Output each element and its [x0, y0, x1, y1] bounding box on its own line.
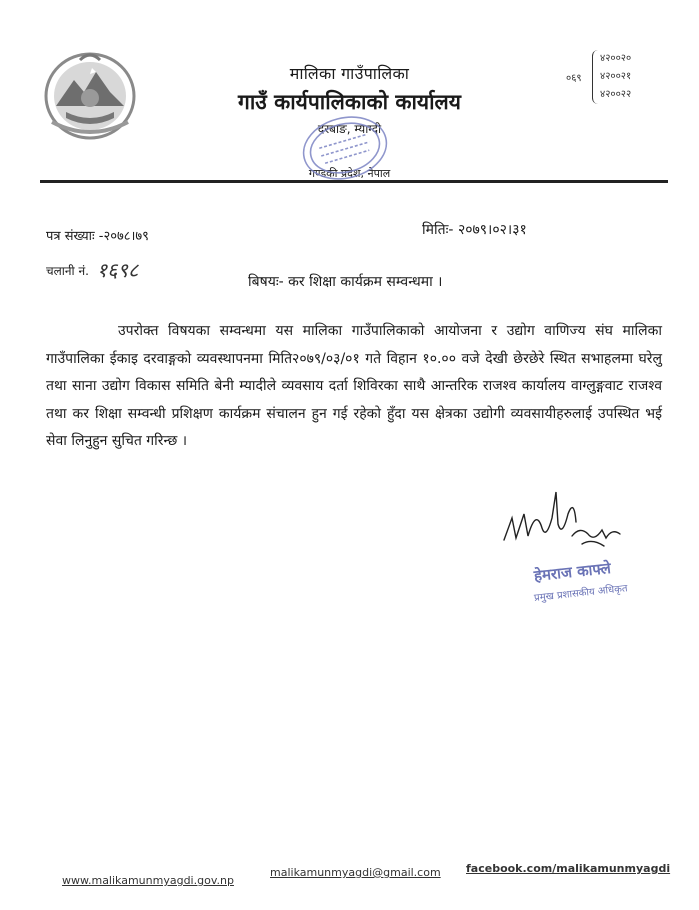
- office-place: दरबाङ, म्याग्दी: [317, 122, 382, 136]
- letter-subject: बिषयः- कर शिक्षा कार्यक्रम सम्वन्धमा ।: [248, 274, 443, 290]
- handwritten-signature: [496, 478, 630, 572]
- facebook-link[interactable]: facebook.com/malikamunmyagdi: [466, 862, 671, 875]
- dispatch-label: चलानी नं.: [46, 264, 89, 278]
- date-value: २०७९।०२।३१: [457, 222, 527, 238]
- office-province: गण्डकी प्रदेश, नेपाल: [308, 167, 391, 180]
- phone-area-code: ०६९: [566, 73, 582, 84]
- letter-date: [422, 220, 527, 239]
- date-label: मितिः-: [422, 222, 454, 238]
- header-divider: [40, 180, 668, 183]
- email-link[interactable]: malikamunmyagdi@gmail.com: [270, 866, 441, 879]
- reference-value: २०७८।७९: [103, 229, 149, 244]
- dispatch-value: १६९८: [96, 258, 139, 282]
- letter-reference: [46, 226, 149, 244]
- phone-brace: [592, 50, 599, 104]
- signer-name-stamp: हेमराज काफ्ले: [533, 558, 612, 585]
- phone-number: ४२००२१: [600, 71, 632, 82]
- official-seal-stamp: [290, 112, 400, 184]
- dispatch-number: [46, 254, 138, 281]
- website-link[interactable]: www.malikamunmyagdi.gov.np: [62, 874, 234, 887]
- letter-body: उपरोक्त विषयका सम्वन्धमा यस मालिका गाउँपालिकाको आयोजना र उद्योग वाणिज्य संघ मालिका गाउँपालिका ईकाइ दरवाङ्गको व्यवस्थापनमा मिति२०७९/०३/०१ गते विहान १०.०० वजे देखी छेरछेरे स्थित सभाहलमा घरेलु तथा साना उद्योग विकास समिति बेनी म्यादीले व्यवसाय दर्ता शिविरका साथै आन्तरिक राजश्व कार्यालय वाग्लुङ्गवाट राजश्व तथा कर शिक्षा सम्वन्धी प्रशिक्षण कार्यक्रम संचालन हुन गई रहेको हुँदा यस क्षेत्रका उद्योगी व्यवसायीहरुलाई उपस्थित भई सेवा लिनुहुन सुचित गरिन्छ ।: [46, 323, 662, 449]
- phone-number: ४२००२०: [600, 53, 632, 64]
- signer-title-stamp: प्रमुख प्रशासकीय अधिकृत: [533, 583, 629, 604]
- office-title: गाउँ कार्यपालिकाको कार्यालय: [238, 90, 461, 114]
- reference-label: पत्र संख्याः -: [46, 229, 104, 244]
- municipality-name: मालिका गाउँपालिका: [289, 64, 410, 83]
- phone-number: ४२००२२: [600, 89, 632, 100]
